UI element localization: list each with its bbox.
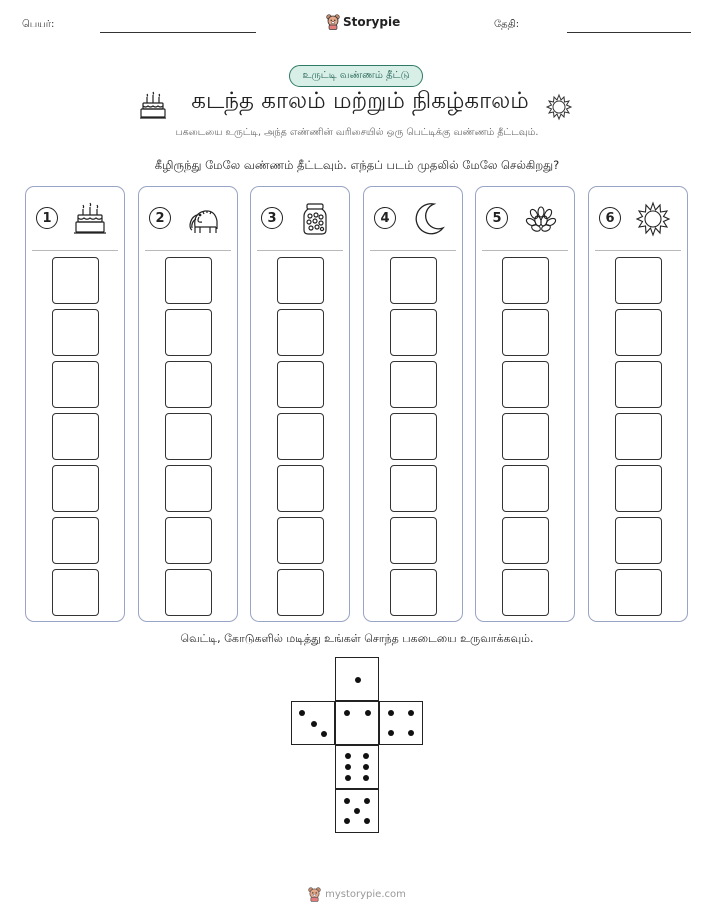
color-box[interactable]	[390, 309, 437, 356]
pip	[344, 710, 350, 716]
column-number: 3	[261, 207, 283, 229]
pip	[364, 818, 370, 824]
column-number: 6	[599, 207, 621, 229]
name-label: பெயர்:	[22, 19, 55, 30]
jar-icon	[297, 201, 333, 237]
die-instruction: வெட்டி, கோடுகளில் மடித்து உங்கள் சொந்த பகடையை உருவாக்கவும்.	[180, 632, 534, 645]
color-box[interactable]	[615, 569, 662, 616]
color-box[interactable]	[277, 309, 324, 356]
color-box[interactable]	[52, 413, 99, 460]
die-face-2	[335, 701, 379, 745]
color-box[interactable]	[502, 465, 549, 512]
color-box[interactable]	[277, 465, 324, 512]
date-line[interactable]	[567, 32, 691, 33]
column-2	[138, 186, 238, 622]
pip	[344, 818, 350, 824]
die-face-5	[335, 789, 379, 833]
color-box[interactable]	[52, 465, 99, 512]
pip	[388, 710, 394, 716]
pip	[354, 808, 360, 814]
color-box[interactable]	[502, 257, 549, 304]
die-face-1	[335, 657, 379, 701]
bear-mascot-icon	[326, 14, 340, 30]
color-box[interactable]	[390, 517, 437, 564]
color-box[interactable]	[390, 361, 437, 408]
page-title: கடந்த காலம் மற்றும் நிகழ்காலம்	[191, 88, 529, 114]
pip	[344, 798, 350, 804]
pip	[364, 798, 370, 804]
color-box[interactable]	[615, 361, 662, 408]
pip	[365, 710, 371, 716]
color-box[interactable]	[615, 465, 662, 512]
color-box[interactable]	[277, 517, 324, 564]
color-box[interactable]	[52, 569, 99, 616]
die-face-4	[379, 701, 423, 745]
footer-url[interactable]: mystorypie.com	[325, 889, 406, 900]
footer	[0, 887, 714, 902]
sun-icon	[545, 93, 573, 121]
color-box[interactable]	[165, 257, 212, 304]
color-box[interactable]	[615, 517, 662, 564]
color-box[interactable]	[52, 309, 99, 356]
pip	[388, 730, 394, 736]
color-box[interactable]	[615, 257, 662, 304]
pip	[345, 753, 351, 759]
pip	[321, 731, 327, 737]
pip	[363, 753, 369, 759]
date-label: தேதி:	[494, 19, 520, 30]
pip	[345, 775, 351, 781]
pip	[355, 677, 361, 683]
pip	[363, 775, 369, 781]
column-number: 4	[374, 207, 396, 229]
mammoth-icon	[185, 201, 221, 237]
color-box[interactable]	[502, 361, 549, 408]
color-box[interactable]	[277, 257, 324, 304]
color-box[interactable]	[165, 517, 212, 564]
color-box[interactable]	[52, 257, 99, 304]
column-3	[250, 186, 350, 622]
column-5	[475, 186, 575, 622]
color-box[interactable]	[615, 413, 662, 460]
color-box[interactable]	[165, 309, 212, 356]
pip	[345, 764, 351, 770]
color-box[interactable]	[165, 413, 212, 460]
color-box[interactable]	[390, 465, 437, 512]
color-box[interactable]	[52, 361, 99, 408]
column-6	[588, 186, 688, 622]
die-face-3	[291, 701, 335, 745]
pip	[408, 730, 414, 736]
birthday-cake-icon	[72, 201, 108, 237]
color-box[interactable]	[390, 257, 437, 304]
crescent-moon-icon	[410, 201, 446, 237]
pip	[299, 710, 305, 716]
color-box[interactable]	[502, 309, 549, 356]
column-1	[25, 186, 125, 622]
pip	[363, 764, 369, 770]
color-box[interactable]	[502, 569, 549, 616]
page-subtitle: பகடையை உருட்டி, அந்த எண்ணின் வரிசையில் ஒரு பெட்டிக்கு வண்ணம் தீட்டவும்.	[175, 127, 539, 138]
die-face-6	[335, 745, 379, 789]
name-line[interactable]	[100, 32, 256, 33]
color-box[interactable]	[165, 361, 212, 408]
color-box[interactable]	[277, 361, 324, 408]
bear-mascot-icon	[308, 887, 321, 902]
column-number: 2	[149, 207, 171, 229]
color-box[interactable]	[277, 413, 324, 460]
color-box[interactable]	[390, 413, 437, 460]
instruction-text: கீழிருந்து மேலே வண்ணம் தீட்டவும். எந்தப் படம் முதலில் மேலே செல்கிறது?	[154, 158, 560, 172]
color-box[interactable]	[165, 569, 212, 616]
color-box[interactable]	[165, 465, 212, 512]
column-4	[363, 186, 463, 622]
column-number: 1	[36, 207, 58, 229]
color-box[interactable]	[615, 309, 662, 356]
brand-logo	[326, 14, 400, 30]
column-number: 5	[486, 207, 508, 229]
pip	[408, 710, 414, 716]
pip	[311, 721, 317, 727]
color-box[interactable]	[502, 517, 549, 564]
brand-name: Storypie	[343, 15, 401, 29]
seeds-icon	[522, 201, 558, 237]
sun-icon	[635, 201, 671, 237]
color-box[interactable]	[390, 569, 437, 616]
color-box[interactable]	[52, 517, 99, 564]
activity-pill: உருட்டி வண்ணம் தீட்டு	[289, 65, 423, 87]
color-box[interactable]	[502, 413, 549, 460]
color-box[interactable]	[277, 569, 324, 616]
